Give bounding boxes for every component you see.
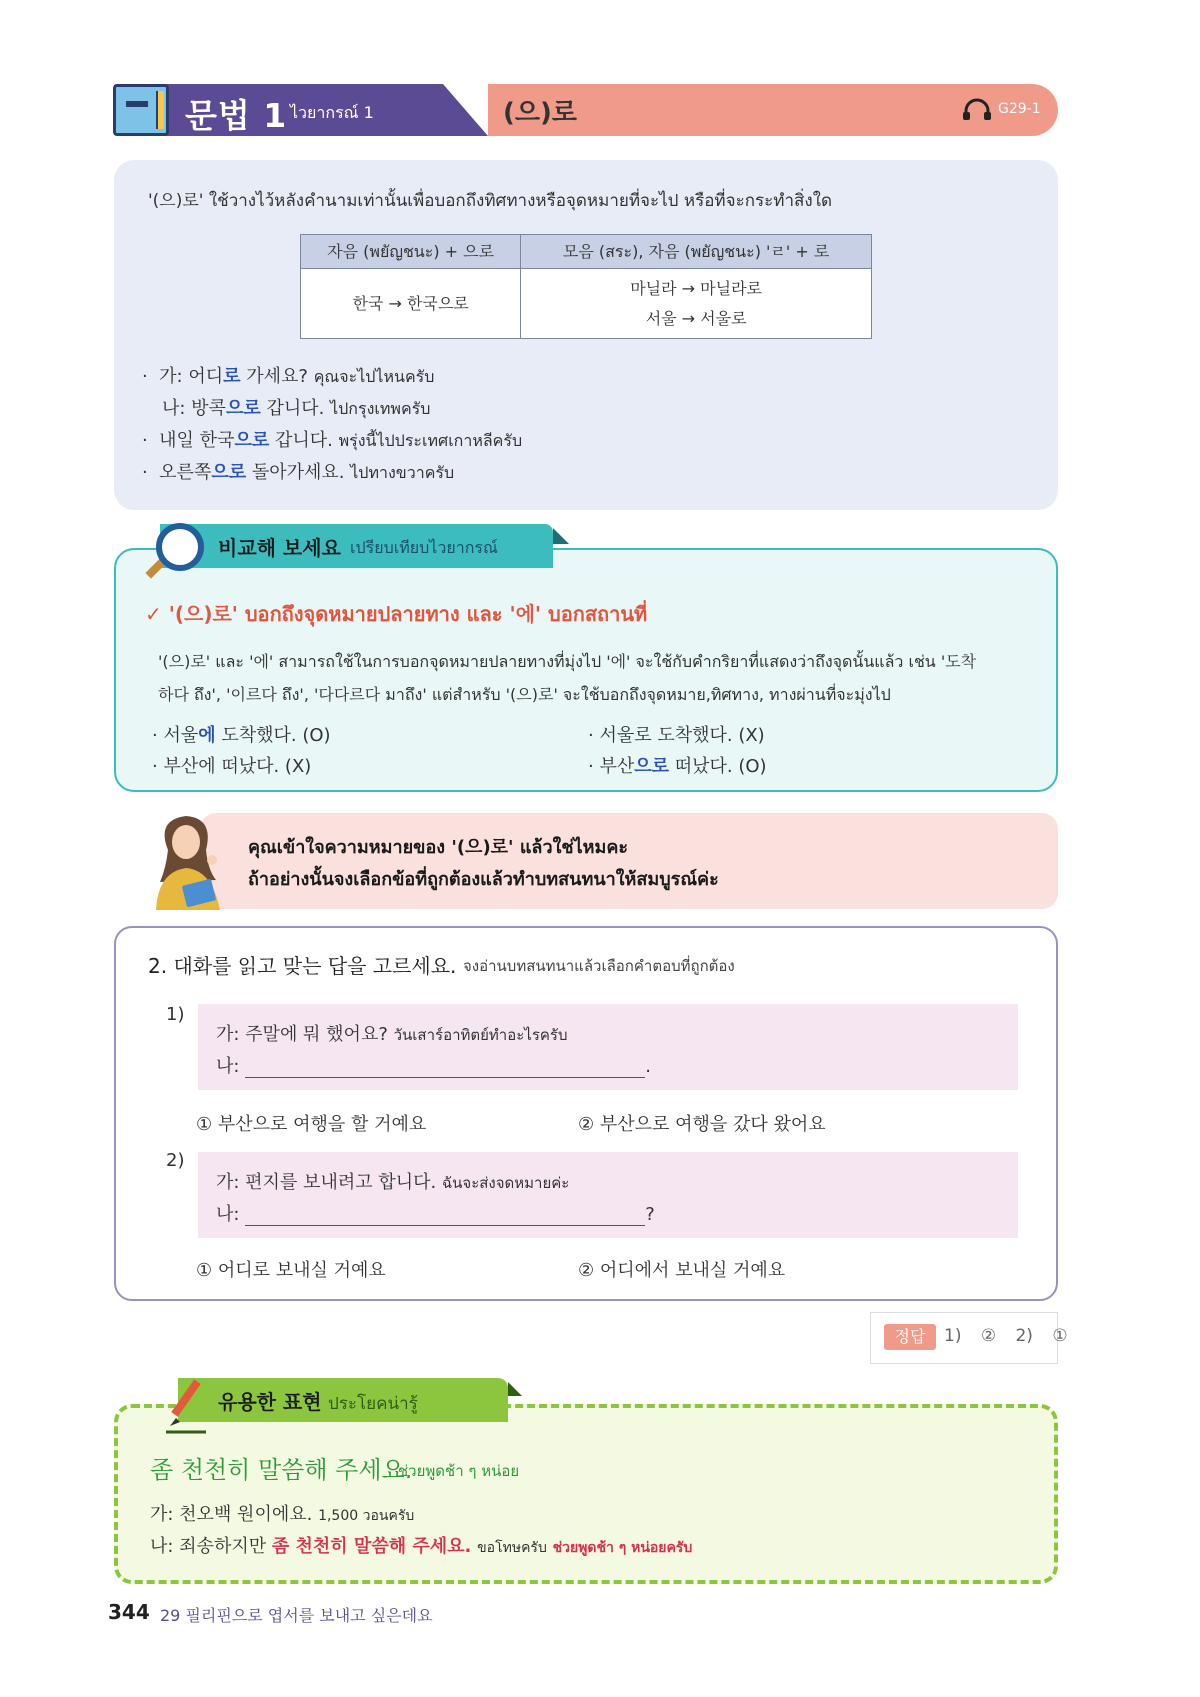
- useful-title-thai: ประโยคน่ารู้: [328, 1394, 418, 1414]
- speech-bubble: [200, 813, 1058, 909]
- useful-line-2: 나: 죄송하지만 좀 천천히 말씀해 주세요. ขอโทษครับ ช่วยพูดช้า ๆ หน่อยครับ: [150, 1536, 693, 1557]
- headphones-icon[interactable]: [962, 97, 992, 121]
- compare-title: 비교해 보세요: [218, 536, 341, 560]
- compare-title-thai: เปรียบเทียบไวยากรณ์: [350, 538, 498, 557]
- compare-example-1: · 서울에 도착했다. (O): [152, 725, 331, 746]
- table-header-vowel: 모음 (สระ), 자음 (พยัญชนะ) 'ㄹ' + 로: [521, 235, 872, 269]
- useful-main-phrase: 좀 천천히 말씀해 주세요.: [150, 1456, 413, 1484]
- useful-tab-fold: [508, 1382, 522, 1396]
- useful-line-1: 가: 천오백 원이에요. 1,500 วอนครับ: [150, 1504, 415, 1525]
- useful-main-phrase-thai: ช่วยพูดช้า ๆ หน่อย: [398, 1462, 520, 1480]
- table-cell-example-1: 마닐라 → 마닐라로: [630, 278, 762, 298]
- question-1-option-2[interactable]: ② 부산으로 여행을 갔다 왔어요: [578, 1114, 826, 1135]
- example-1a: · 가: 어디로 가세요? คุณจะไปไหนครับ: [142, 366, 435, 387]
- question-2-line-a: 가: 편지를 보내려고 합니다. ฉันจะส่งจดหมายค่ะ: [216, 1172, 570, 1193]
- table-cell-example-2: 서울 → 서울로: [645, 308, 747, 328]
- example-1b: 나: 방콕으로 갑니다. ไปกรุงเทพครับ: [162, 398, 431, 419]
- speech-line-2: ถ้าอย่างนั้นจงเลือกข้อที่ถูกต้องแล้วทำบทสนทนาให้สมบูรณ์ค่ะ: [248, 869, 719, 890]
- question-1-line-b: 나: .: [216, 1056, 651, 1077]
- compare-example-2: · 서울로 도착했다. (X): [588, 725, 765, 746]
- question-1-number: 1): [166, 1004, 185, 1025]
- chapter-title: 29 필리핀으로 엽서를 보내고 싶은데요: [160, 1606, 433, 1625]
- question-2-option-1[interactable]: ① 어디로 보내실 거예요: [196, 1260, 386, 1281]
- page-number: 344: [108, 1600, 150, 1624]
- pen-icon: [166, 1376, 206, 1434]
- compare-paragraph: '(으)로' และ '에' สามารถใช้ในการบอกจุดหมายปลายทางที่มุ่งไป '에' จะใช้กับคำกริยาที่แสดงว่าถึงจุดนั้นแล้ว เช่น '도착 하다 ถึง', '이르다 ถึง', '다다르다 มาถึง' แต่สำหรับ '(으)로' จะใช้บอกถึงจุดหมาย,ทิศทาง, ทางผ่านที่จะมุ่งไป: [158, 652, 977, 704]
- compare-heading: ✓ '(으)로' บอกถึงจุดหมายปลายทาง และ '에' บอกสถานที่: [145, 602, 648, 626]
- answer-tag: 정답: [884, 1324, 936, 1350]
- answer-blank-2[interactable]: [245, 1208, 645, 1226]
- question-1-line-a: 가: 주말에 뭐 했어요? วันเสาร์อาทิตย์ทำอะไรครับ: [216, 1024, 568, 1045]
- conjugation-table: [300, 234, 872, 339]
- table-header-consonant: 자음 (พยัญชนะ) + 으로: [301, 235, 521, 269]
- example-3: · 오른쪽으로 돌아가세요. ไปทางขวาครับ: [142, 462, 455, 483]
- answer-text: 1) ② 2) ①: [944, 1326, 1068, 1346]
- table-cell-vowel: [521, 269, 872, 339]
- grammar-description: '(으)로' ใช้วางไว้หลังคำนามเท่านั้นเพื่อบอกถึงทิศทางหรือจุดหมายที่จะไป หรือที่จะกระทำสิ่งใด: [148, 191, 833, 211]
- check-icon: ✓: [145, 602, 162, 626]
- example-2: · 내일 한국으로 갑니다. พรุ่งนี้ไปประเทศเกาหลีครับ: [142, 430, 523, 451]
- question-2-line-b: 나: ?: [216, 1204, 655, 1225]
- useful-title: 유용한 표현: [218, 1390, 322, 1414]
- exercise-title-thai: จงอ่านบทสนทนาแล้วเลือกคำตอบที่ถูกต้อง: [463, 957, 735, 975]
- exercise-title: 2. 대화를 읽고 맞는 답을 고르세요.: [148, 954, 457, 978]
- answer-blank-1[interactable]: [245, 1060, 645, 1078]
- question-2-option-2[interactable]: ② 어디에서 보내실 거예요: [578, 1260, 786, 1281]
- teacher-illustration: [146, 810, 230, 910]
- magnifier-icon: [156, 523, 204, 571]
- grammar-title: 문법 1: [185, 96, 288, 135]
- speech-line-1: คุณเข้าใจความหมายของ '(으)로' แล้วใช่ไหมคะ: [248, 837, 629, 858]
- compare-example-4: · 부산으로 떠났다. (O): [588, 756, 767, 777]
- compare-tab-fold: [553, 528, 569, 544]
- grammar-topic: (으)로: [503, 98, 577, 128]
- question-2-number: 2): [166, 1150, 185, 1171]
- question-1-option-1[interactable]: ① 부산으로 여행을 할 거예요: [196, 1114, 427, 1135]
- book-icon: [113, 84, 169, 136]
- table-cell-consonant: 한국 → 한국으로: [301, 269, 521, 339]
- grammar-subtitle: ไวยากรณ์ 1: [290, 103, 374, 122]
- audio-code: G29-1: [998, 101, 1041, 117]
- compare-example-3: · 부산에 떠났다. (X): [152, 756, 312, 777]
